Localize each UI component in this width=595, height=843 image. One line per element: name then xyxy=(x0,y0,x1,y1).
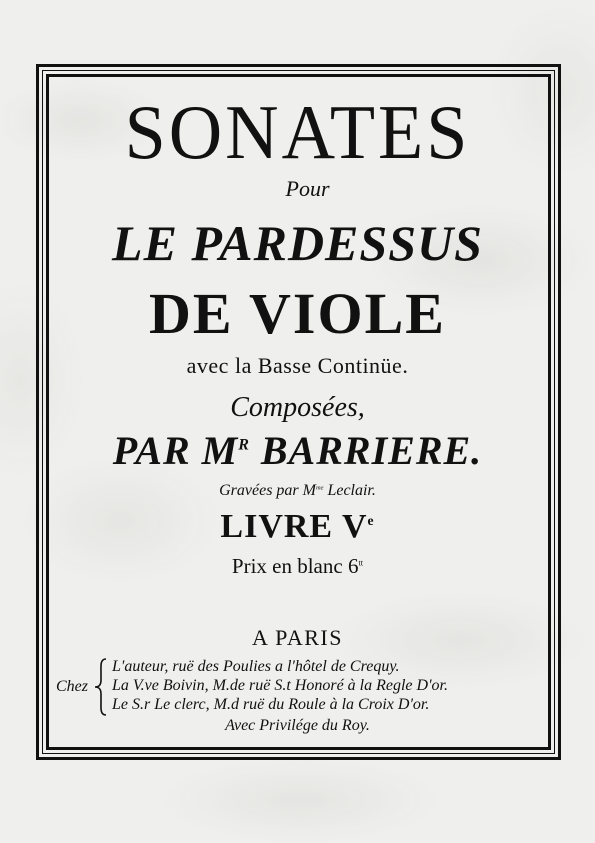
price-sup: tt xyxy=(358,558,364,568)
engraver-prefix-sup: me xyxy=(315,484,324,492)
engraver-name: Leclair. xyxy=(323,482,376,499)
volume-line xyxy=(0,506,595,548)
price-prefix: Prix en blanc 6 xyxy=(231,554,359,578)
address-line: Le S.r Le clerc, M.d ruë du Roule à la Croix D'or. xyxy=(112,696,430,713)
composees-line: Composées, xyxy=(230,392,365,423)
instrument-line-1: LE PARDESSUS xyxy=(112,215,483,271)
instrument-line-2: DE VIOLE xyxy=(149,281,446,346)
price-line xyxy=(0,552,595,580)
volume-sup: e xyxy=(367,512,375,528)
composer-prefix: PAR M xyxy=(112,428,239,473)
engraver-prefix: Gravées par M xyxy=(219,482,316,499)
privilege-line: Avec Privilége du Roy. xyxy=(225,717,370,734)
accompaniment-line: avec la Basse Continüe. xyxy=(186,353,409,378)
composer-prefix-sup: R xyxy=(238,436,250,454)
engraver-line xyxy=(0,480,595,502)
composer-line xyxy=(0,426,595,476)
city-line: A PARIS xyxy=(251,625,343,650)
curly-brace-icon xyxy=(94,658,108,716)
address-line: La V.ve Boivin, M.de ruë S.t Honoré à la Regle D'or. xyxy=(112,677,448,694)
chez-label: Chez xyxy=(56,678,88,695)
publisher-addresses xyxy=(56,656,556,716)
volume-prefix: LIVRE V xyxy=(220,508,368,545)
address-line: L'auteur, ruë des Poulies a l'hôtel de Crequy. xyxy=(112,658,400,675)
subtitle-pour: Pour xyxy=(285,176,330,201)
title-sonates: SONATES xyxy=(124,89,471,177)
composer-name: BARRIERE. xyxy=(249,428,483,473)
